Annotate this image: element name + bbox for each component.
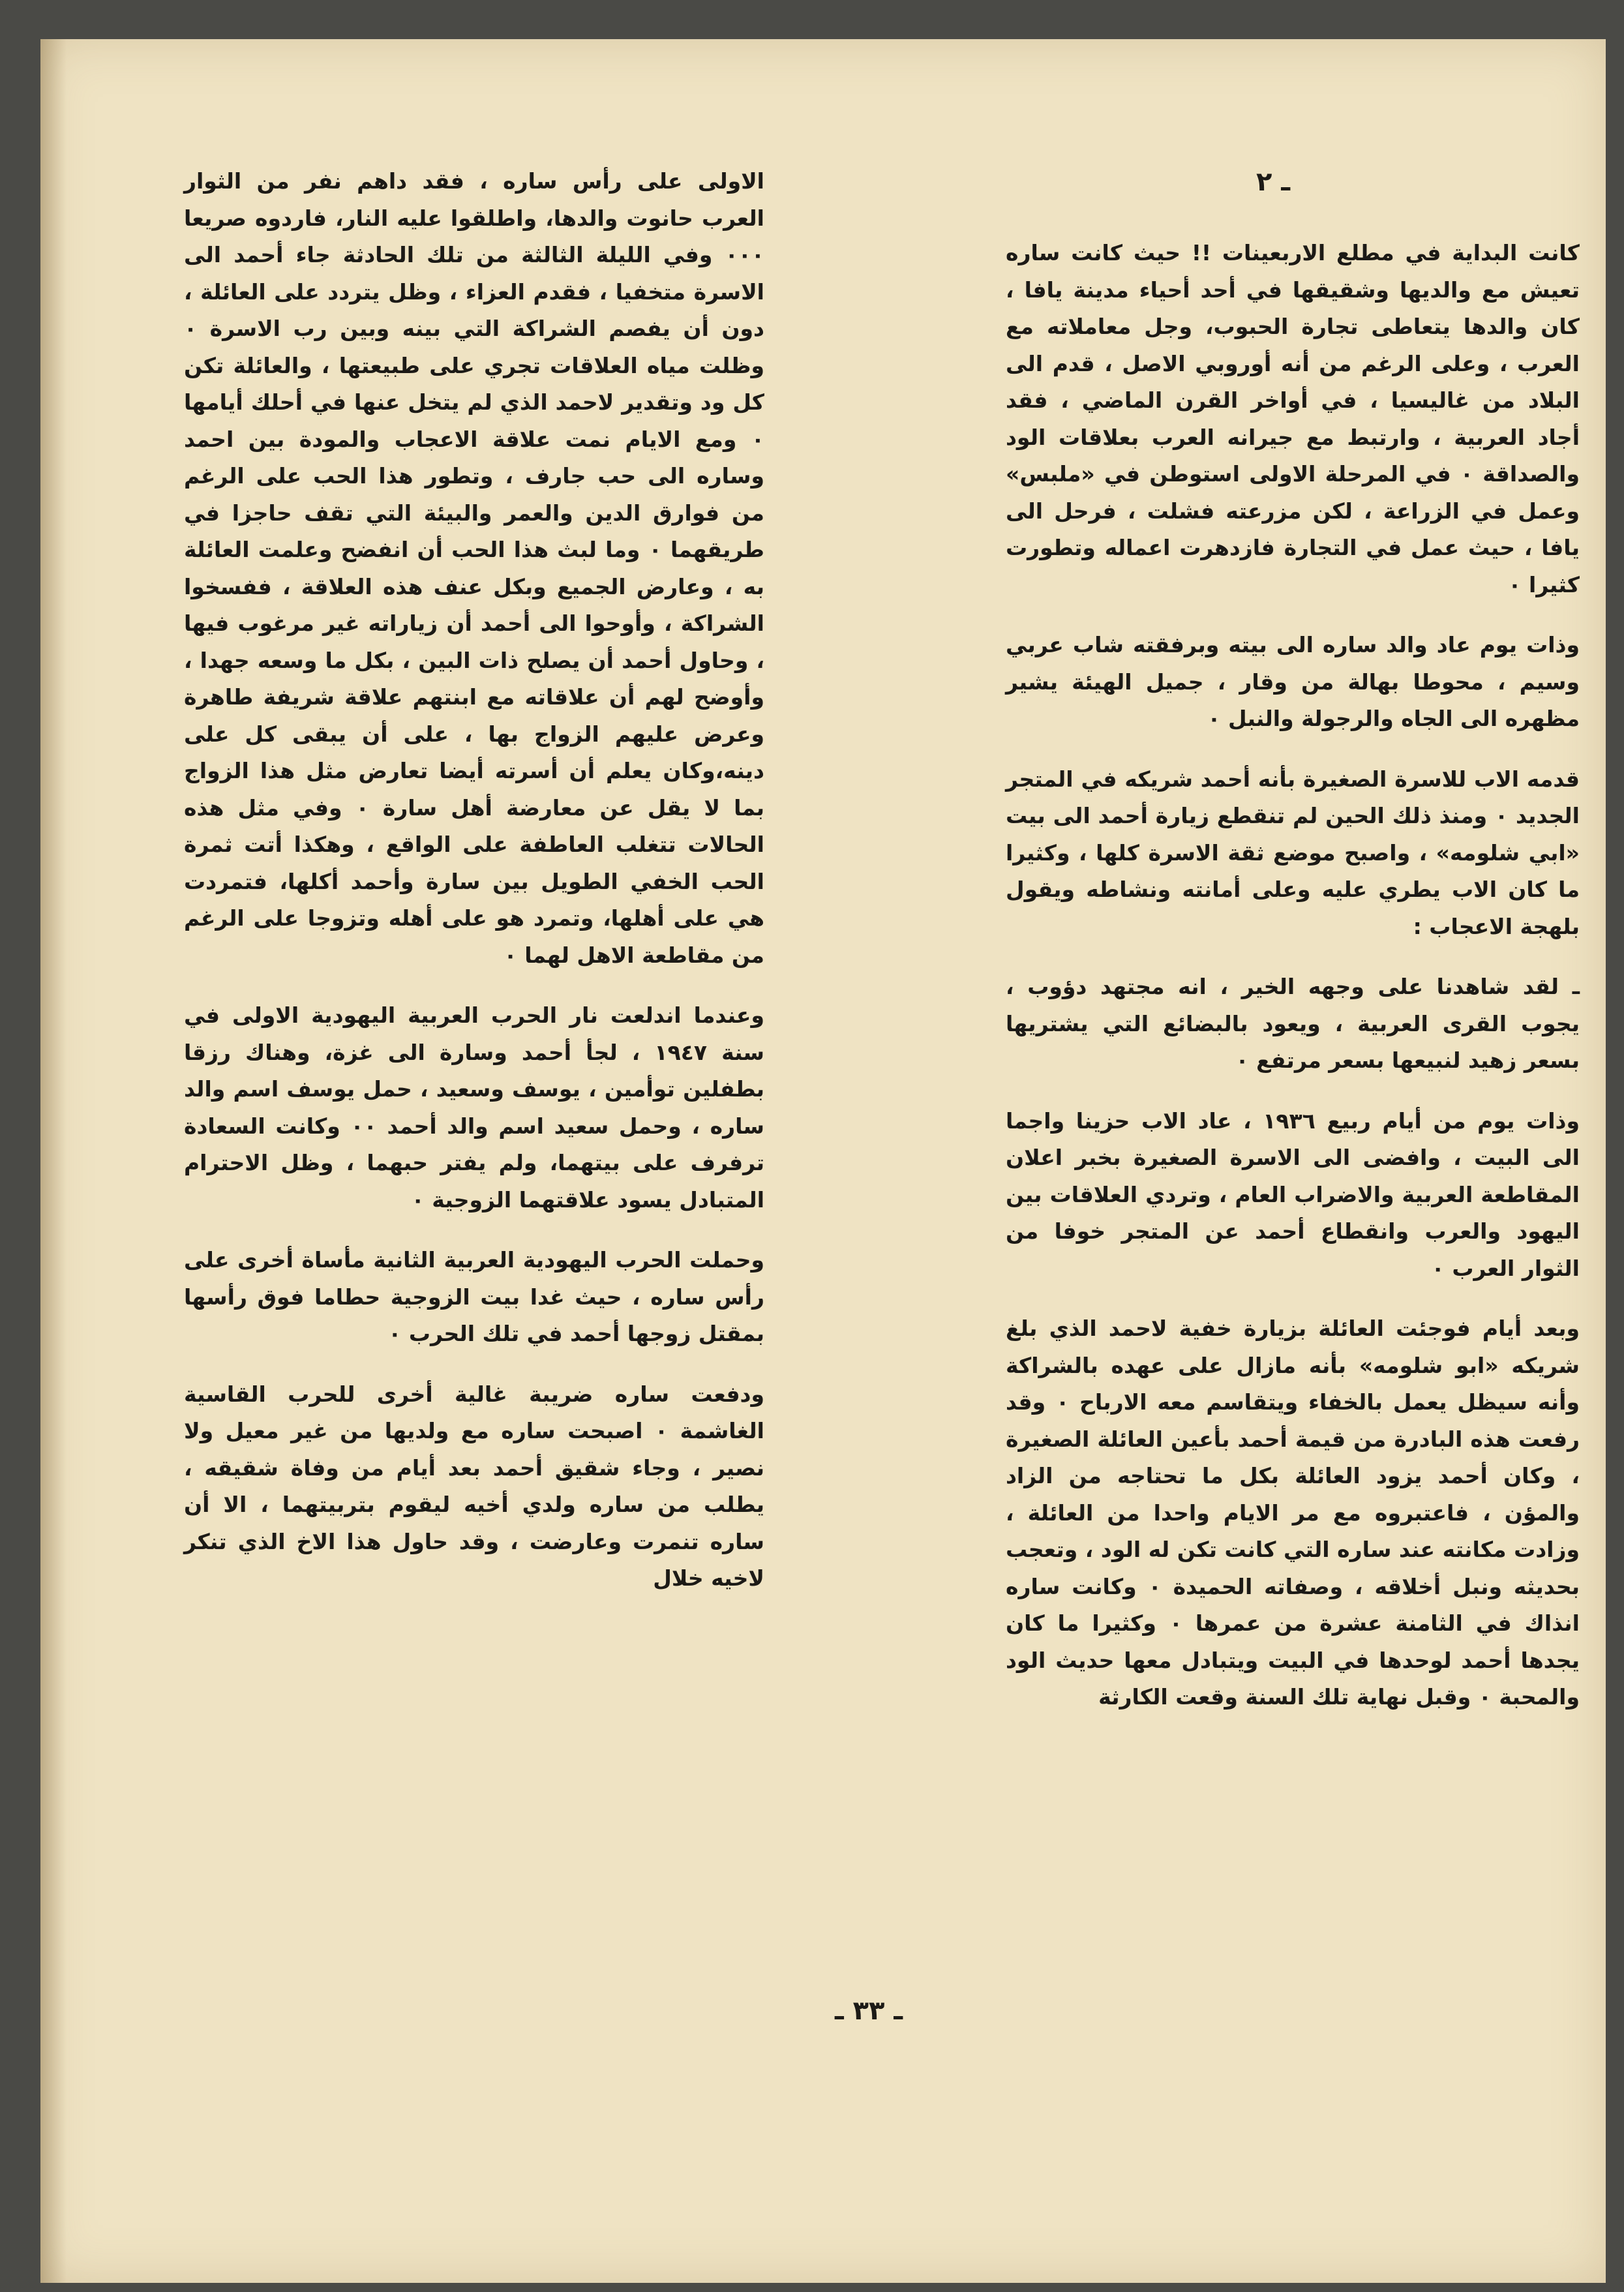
paragraph: كانت البداية في مطلع الاربعينات !! حيث كانت ساره تعيش مع والديها وشقيقها في أحد أحياء مدينة يافا ، كان والدها يتعاطى تجارة الحبوب، وجل معاملاته مع العرب ، وعلى الرغم من أنه أوروبي الاصل ، قدم الى البلاد من غاليسيا ، في أواخر القرن الماضي ، فقد أجاد العربية ، وارتبط مع جيرانه العرب بعلاقات الود والصداقة ٠ في المرحلة الاولى استوطن في «ملبس» وعمل في الزراعة ، لكن مزرعته فشلت ، فرحل الى يافا ، حيث عمل في التجارة فازدهرت اعماله وتطورت كثيرا ٠ [1006,240,1580,597]
section-number: ـ ٢ [1256,167,1291,197]
magazine-page [40,39,1606,2283]
paragraph: ودفعت ساره ضريبة غالية أخرى للحرب القاسية الغاشمة ٠ اصبحت ساره مع ولديها من غير معيل ولا نصير ، وجاء شقيق أحمد بعد أيام من وفاة شقيقه ، يطلب من ساره ولدي أخيه ليقوم بتربيتهما ، الا أن ساره تنمرت وعارضت ، وقد حاول هذا الاخ الذي تنكر لاخيه خلال [184,1381,764,1591]
right-column [1006,235,1580,1740]
paragraph: وعندما اندلعت نار الحرب العربية اليهودية الاولى في سنة ١٩٤٧ ، لجأ أحمد وسارة الى غزة، وهناك رزقا بطفلين توأمين ، يوسف وسعيد ، حمل يوسف اسم والد ساره ، وحمل سعيد اسم والد أحمد ٠٠ وكانت السعادة ترفرف على بيتهما، ولم يفتر حبهما ، وظل الاحترام المتبادل يسود علاقتهما الزوجية ٠ [184,1003,765,1213]
left-column [184,163,764,1621]
page-number: ـ ٣٣ ـ [834,1996,903,2026]
paragraph: وحملت الحرب اليهودية العربية الثانية مأساة أخرى على رأس ساره ، حيث غدا بيت الزوجية حطاما فوق رأسها بمقتل زوجها أحمد في تلك الحرب ٠ [184,1247,764,1346]
paragraph: قدمه الاب للاسرة الصغيرة بأنه أحمد شريكه في المتجر الجديد ٠ ومنذ ذلك الحين لم تنقطع زيارة أحمد الى بيت «ابي شلومه» ، واصبح موضع ثقة الاسرة كلها ، وكثيرا ما كان الاب يطري عليه وعلى أمانته ونشاطه ويقول بلهجة الاعجاب : [1006,766,1580,939]
paragraph: وبعد أيام فوجئت العائلة بزيارة خفية لاحمد الذي بلغ شريكه «ابو شلومه» بأنه مازال على عهده بالشراكة وأنه سيظل يعمل بالخفاء ويتقاسم معه الارباح ٠ وقد رفعت هذه البادرة من قيمة أحمد بأعين العائلة الصغيرة ، وكان أحمد يزود العائلة بكل ما تحتاجه من الزاد والمؤن ، فاعتبروه مع مر الايام واحدا من العائلة ، وزادت مكانته عند ساره التي كانت تكن له الود ، وتعجب بحديثه ونبل أخلاقه ، وصفاته الحميدة ٠ وكانت ساره انذاك في الثامنة عشرة من عمرها ٠ وكثيرا ما كان يجدها أحمد لوحدها في البيت ويتبادل معها حديث الود والمحبة ٠ وقبل نهاية تلك السنة وقعت الكارثة [1006,1316,1580,1710]
binding-shadow [40,39,67,2283]
paragraph: وذات يوم عاد والد ساره الى بيته وبرفقته شاب عربي وسيم ، محوطا بهالة من وقار ، جميل الهيئة يشير مظهره الى الجاه والرجولة والنبل ٠ [1006,632,1580,731]
paragraph: الاولى على رأس ساره ، فقد داهم نفر من الثوار العرب حانوت والدها، واطلقوا عليه النار، فاردوه صريعا ٠٠٠ وفي الليلة الثالثة من تلك الحادثة جاء أحمد الى الاسرة متخفيا ، فقدم العزاء ، وظل يتردد على العائلة ، دون أن يفصم الشراكة التي بينه وبين رب الاسرة ٠ وظلت مياه العلاقات تجري على طبيعتها ، والعائلة تكن كل ود وتقدير لاحمد الذي لم يتخل عنها في أحلك أيامها ٠ ومع الايام نمت علاقة الاعجاب والمودة بين احمد وساره الى حب جارف ، وتطور هذا الحب على الرغم من فوارق الدين والعمر والبيئة التي تقف حاجزا في طريقهما ٠ وما لبث هذا الحب أن انفضح وعلمت العائلة به ، وعارض الجميع وبكل عنف هذه العلاقة ، ففسخوا الشراكة ، وأوحوا الى أحمد أن زياراته غير مرغوب فيها ، وحاول أحمد أن يصلح ذات البين ، بكل ما وسعه جهدا ، وأوضح لهم أن علاقاته مع ابنتهم علاقة شريفة طاهرة وعرض عليهم الزواج بها ، على أن يبقى كل على دينه،وكان يعلم أن أسرته أيضا تعارض مثل هذا الزواج بما لا يقل عن معارضة أهل سارة ٠ وفي مثل هذه الحالات تتغلب العاطفة على الواقع ، وهكذا أتت ثمرة الحب الخفي الطويل بين سارة وأحمد أكلها، فتمردت هي على أهلها، وتمرد هو على أهله وتزوجا على الرغم من مقاطعة الاهل لهما ٠ [184,168,764,968]
paragraph: وذات يوم من أيام ربيع ١٩٣٦ ، عاد الاب حزينا واجما الى البيت ، وافضى الى الاسرة الصغيرة بخبر اعلان المقاطعة العربية والاضراب العام ، وتردي العلاقات بين اليهود والعرب وانقطاع أحمد عن المتجر خوفا من الثوار العرب ٠ [1006,1108,1580,1281]
paragraph: ـ لقد شاهدنا على وجهه الخير ، انه مجتهد دؤوب ، يجوب القرى العربية ، ويعود بالبضائع التي يشتريها بسعر زهيد لنبيعها بسعر مرتفع ٠ [1006,974,1580,1073]
